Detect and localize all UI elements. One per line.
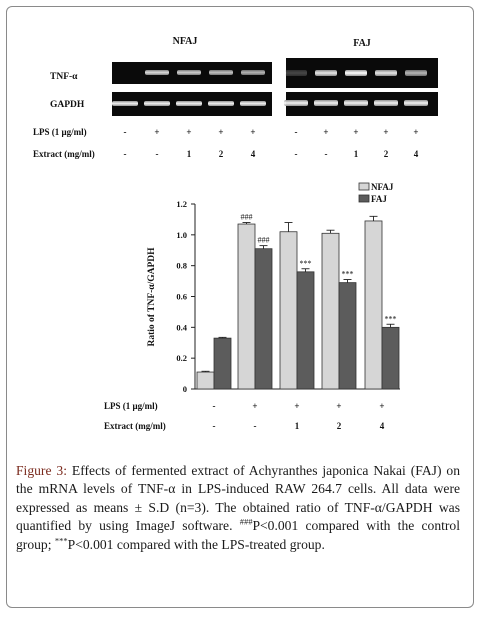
gel-treatment-mark: - (324, 149, 328, 159)
x-row-label: LPS (1 μg/ml) (104, 401, 158, 411)
bar-faj (339, 283, 356, 389)
gel-treatment-mark: - (123, 127, 127, 137)
bar-faj (214, 338, 231, 389)
y-tick-label: 0 (182, 384, 187, 394)
caption-mark-1: ### (239, 516, 253, 527)
gel-treatment-mark: + (323, 127, 329, 137)
gel-band-nfaj-gapdh (176, 101, 202, 106)
x-row-mark: + (294, 401, 300, 411)
gel-band-faj-tnf (405, 70, 427, 76)
gel-row-label-tnf: TNF-α (50, 72, 78, 82)
legend-swatch (359, 195, 369, 202)
gel-treatment-mark: 4 (413, 149, 419, 159)
gel-treatment-mark: 4 (250, 149, 256, 159)
gel-treatment-mark: 1 (186, 149, 192, 159)
y-tick-label: 0.4 (176, 322, 187, 333)
caption-figure-label: Figure 3: (16, 463, 67, 478)
caption-text-3: P<0.001 compared with the LPS-treated group. (67, 536, 325, 552)
gel-group-label-faj: FAJ (353, 38, 371, 49)
x-row-mark: + (252, 401, 258, 411)
gel-treatment-marks (124, 127, 419, 159)
x-row-mark: 4 (379, 421, 385, 431)
gel-treatment-mark: 2 (218, 149, 224, 159)
gel-band-nfaj-tnf (177, 70, 201, 75)
gel-extract-label: Extract (mg/ml) (33, 149, 95, 159)
bars (197, 221, 399, 389)
gel-group-label-nfaj: NFAJ (172, 36, 198, 47)
bar-nfaj (322, 233, 339, 389)
significance-mark: *** (341, 269, 354, 279)
gel-band-nfaj-gapdh (144, 101, 170, 106)
x-row-label: Extract (mg/ml) (104, 421, 166, 431)
gel-band-nfaj-gapdh (240, 101, 266, 106)
y-axis-label: Ratio of TNF-α/GAPDH (147, 247, 157, 347)
gel-treatment-mark: + (218, 127, 224, 137)
gel-band-faj-gapdh (374, 100, 398, 106)
bar-nfaj (365, 221, 382, 389)
bar-nfaj (280, 232, 297, 389)
bar-faj (297, 272, 314, 389)
x-row-mark: 2 (336, 421, 342, 431)
x-row-mark: - (212, 401, 216, 411)
gel-treatment-mark: - (294, 127, 298, 137)
caption-mark-2: *** (54, 535, 68, 546)
significance-mark: ### (257, 235, 270, 245)
x-row-mark: 1 (294, 421, 300, 431)
gel-treatment-mark: + (413, 127, 419, 137)
x-axis-treatment-rows (104, 401, 385, 431)
gel-band-faj-tnf (315, 70, 337, 76)
gel-band-faj-gapdh (344, 100, 368, 106)
bar-nfaj (238, 224, 255, 389)
significance-mark: ### (240, 212, 253, 222)
gel-band-nfaj-tnf (145, 70, 169, 75)
bar-faj (382, 327, 399, 389)
gel-band-nfaj-gapdh (112, 101, 138, 106)
gel-band-nfaj-tnf (209, 70, 233, 75)
bar-faj (255, 249, 272, 389)
x-row-mark: + (379, 401, 385, 411)
gel-band-faj-tnf (345, 70, 367, 76)
gel-band-faj-gapdh (314, 100, 338, 106)
gel-treatment-mark: - (155, 149, 159, 159)
gel-images (112, 58, 438, 116)
gel-treatment-mark: + (353, 127, 359, 137)
y-tick-label: 1.2 (176, 199, 187, 209)
legend (359, 182, 394, 204)
gel-band-faj-tnf (375, 70, 397, 76)
y-tick-label: 0.8 (176, 260, 187, 271)
gel-lps-label: LPS (1 μg/ml) (33, 127, 87, 137)
gel-treatment-mark: + (383, 127, 389, 137)
gel-band-faj-tnf (285, 70, 307, 76)
gel-band-nfaj-tnf (241, 70, 265, 75)
gel-treatment-mark: 1 (353, 149, 359, 159)
significance-mark: *** (384, 314, 397, 324)
legend-label: FAJ (371, 194, 387, 204)
x-row-mark: - (253, 421, 257, 431)
caption-text-2: P<0.001 compared with the control group; (16, 518, 460, 552)
gel-treatment-mark: - (294, 149, 298, 159)
gel-treatment-mark: + (186, 127, 192, 137)
legend-swatch (359, 183, 369, 190)
bar-nfaj (197, 372, 214, 389)
bar-chart (104, 182, 400, 431)
gel-treatment-mark: + (250, 127, 256, 137)
y-tick-label: 0.6 (176, 291, 187, 302)
legend-label: NFAJ (371, 182, 394, 192)
gel-treatment-mark: - (123, 149, 127, 159)
gel-treatment-mark: 2 (383, 149, 389, 159)
caption-text-1: Effects of fermented extract of Achyranthes japonica Nakai (FAJ) on the mRNA levels of TNF-α in LPS-induced RAW 264.7 cells. All data were expressed as means ± S.D (n=3). The obtained ratio of TNF-α/GAPDH was quantified by using ImageJ software. (16, 463, 460, 534)
y-tick-label: 1.0 (176, 229, 187, 240)
gel-band-faj-gapdh (284, 100, 308, 106)
figure-caption (16, 462, 460, 554)
x-row-mark: + (336, 401, 342, 411)
gel-row-label-gapdh: GAPDH (50, 100, 85, 110)
x-row-mark: - (212, 421, 216, 431)
gel-band-nfaj-gapdh (208, 101, 234, 106)
y-tick-label: 0.2 (176, 353, 187, 364)
significance-mark: *** (299, 258, 312, 268)
gel-band-faj-gapdh (404, 100, 428, 106)
gel-treatment-mark: + (154, 127, 160, 137)
